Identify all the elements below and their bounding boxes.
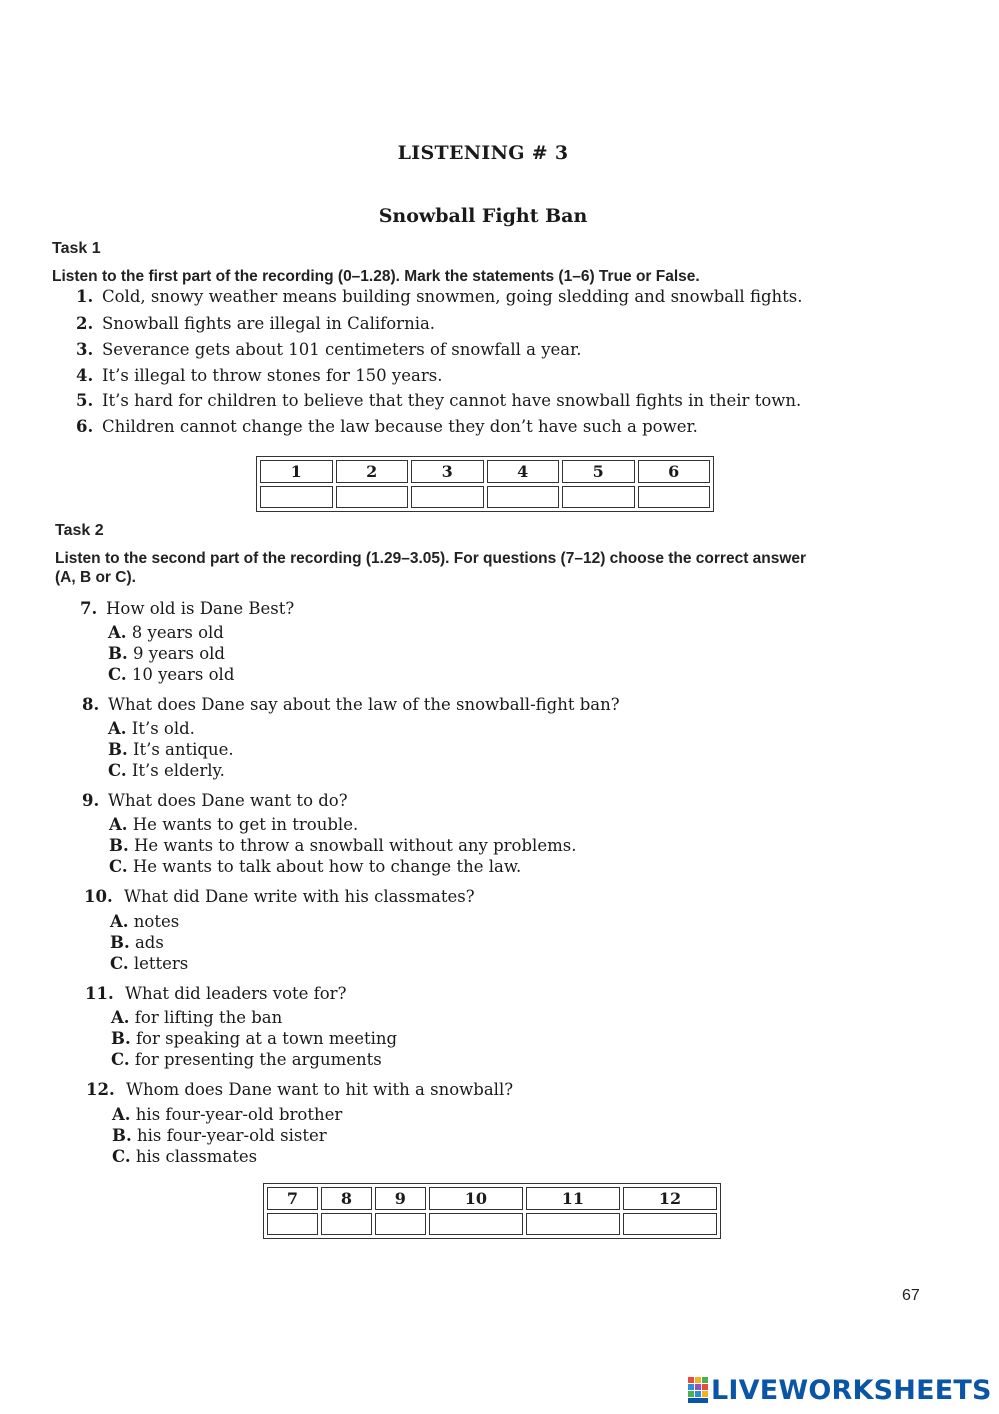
statement-text: Children cannot change the law because they don’t have such a power.	[102, 417, 698, 436]
option-letter: B.	[108, 644, 128, 663]
answer-cell-11[interactable]	[526, 1213, 620, 1235]
statement-text: It’s illegal to throw stones for 150 years.	[102, 366, 443, 385]
answer-cell-10[interactable]	[429, 1213, 523, 1235]
grid-header-cell: 4	[487, 460, 560, 483]
option-c	[110, 954, 188, 973]
option-a	[109, 815, 358, 834]
question-number: 8.	[82, 695, 100, 714]
page-subtitle: Snowball Fight Ban	[378, 205, 588, 227]
statement-number: 1.	[76, 287, 94, 306]
statement-item	[76, 391, 801, 410]
option-letter: C.	[108, 665, 127, 684]
question-item	[85, 984, 346, 1003]
option-b	[108, 644, 225, 663]
statement-item	[76, 314, 435, 333]
answer-cell-2[interactable]	[336, 486, 409, 508]
statement-number: 2.	[76, 314, 94, 333]
answer-cell-5[interactable]	[562, 486, 635, 508]
question-number: 10.	[84, 887, 113, 906]
task-2-instruction-cont: (A, B or C).	[55, 569, 136, 586]
answer-cell-3[interactable]	[411, 486, 484, 508]
statement-number: 4.	[76, 366, 94, 385]
statement-item	[76, 366, 442, 385]
option-a	[108, 719, 195, 738]
grid-header-cell: 5	[562, 460, 635, 483]
option-text: for lifting the ban	[134, 1008, 283, 1027]
answer-cell-6[interactable]	[638, 486, 711, 508]
option-letter: B.	[108, 740, 128, 759]
answer-cell-1[interactable]	[260, 486, 333, 508]
option-letter: C.	[109, 857, 128, 876]
question-number: 7.	[80, 599, 98, 618]
question-item	[82, 695, 620, 714]
question-text: What does Dane want to do?	[108, 791, 348, 810]
option-letter: A.	[108, 623, 127, 642]
option-text: his four-year-old brother	[135, 1105, 343, 1124]
option-text: his four-year-old sister	[136, 1126, 327, 1145]
grid-header-cell: 1	[260, 460, 333, 483]
answer-cell-9[interactable]	[375, 1213, 426, 1235]
option-letter: B.	[109, 836, 129, 855]
option-c	[111, 1050, 382, 1069]
statement-text: Cold, snowy weather means building snowmen, going sledding and snowball fights.	[102, 287, 803, 306]
statement-number: 5.	[76, 391, 94, 410]
liveworksheets-icon	[688, 1377, 708, 1403]
statement-text: It’s hard for children to believe that they cannot have snowball fights in their town.	[102, 391, 802, 410]
option-letter: A.	[109, 815, 128, 834]
grid-header-cell: 8	[321, 1187, 372, 1210]
option-letter: A.	[112, 1105, 131, 1124]
option-b	[111, 1029, 397, 1048]
question-item	[86, 1080, 513, 1099]
option-letter: B.	[110, 933, 130, 952]
option-text: notes	[133, 912, 180, 931]
liveworksheets-wordmark: LIVEWORKSHEETS	[711, 1374, 992, 1406]
statement-item	[76, 340, 581, 359]
task-2-answer-grid	[263, 1183, 721, 1239]
question-text: How old is Dane Best?	[106, 599, 295, 618]
task-1-instruction: Listen to the first part of the recording (0–1.28). Mark the statements (1–6) True or False.	[52, 268, 700, 285]
task-2-label: Task 2	[55, 522, 104, 539]
option-c	[112, 1147, 257, 1166]
grid-header-cell: 12	[623, 1187, 717, 1210]
statement-text: Severance gets about 101 centimeters of snowfall a year.	[102, 340, 582, 359]
option-letter: C.	[108, 761, 127, 780]
option-letter: B.	[112, 1126, 132, 1145]
option-text: ads	[134, 933, 164, 952]
option-text: 8 years old	[131, 623, 224, 642]
grid-header-cell: 10	[429, 1187, 523, 1210]
question-number: 11.	[85, 984, 114, 1003]
task-1-label: Task 1	[52, 240, 101, 257]
option-b	[109, 836, 576, 855]
option-c	[109, 857, 521, 876]
option-text: He wants to get in trouble.	[132, 815, 359, 834]
option-letter: A.	[110, 912, 129, 931]
grid-header-cell: 7	[267, 1187, 318, 1210]
statement-number: 6.	[76, 417, 94, 436]
grid-header-cell: 2	[336, 460, 409, 483]
option-text: 10 years old	[131, 665, 235, 684]
option-text: It’s elderly.	[131, 761, 225, 780]
option-letter: A.	[108, 719, 127, 738]
option-text: letters	[133, 954, 189, 973]
grid-header-cell: 11	[526, 1187, 620, 1210]
option-text: It’s old.	[131, 719, 195, 738]
question-text: What does Dane say about the law of the snowball-fight ban?	[108, 695, 620, 714]
liveworksheets-logo	[688, 1374, 992, 1406]
question-text: What did leaders vote for?	[125, 984, 347, 1003]
statement-item	[76, 417, 698, 436]
page-number: 67	[902, 1287, 920, 1304]
option-letter: C.	[112, 1147, 131, 1166]
task-1-answer-grid	[256, 456, 714, 512]
option-b	[110, 933, 164, 952]
question-item	[84, 887, 475, 906]
statement-item	[76, 287, 802, 306]
option-c	[108, 665, 234, 684]
grid-header-cell: 3	[411, 460, 484, 483]
question-text: What did Dane write with his classmates?	[124, 887, 475, 906]
option-letter: C.	[111, 1050, 130, 1069]
option-text: his classmates	[135, 1147, 258, 1166]
option-letter: A.	[111, 1008, 130, 1027]
option-a	[108, 623, 224, 642]
answer-cell-7[interactable]	[267, 1213, 318, 1235]
option-a	[112, 1105, 342, 1124]
option-letter: B.	[111, 1029, 131, 1048]
question-item	[80, 599, 294, 618]
option-text: He wants to talk about how to change the law.	[132, 857, 522, 876]
option-a	[111, 1008, 282, 1027]
option-c	[108, 761, 225, 780]
question-item	[82, 791, 348, 810]
question-number: 12.	[86, 1080, 115, 1099]
option-text: for presenting the arguments	[134, 1050, 382, 1069]
question-number: 9.	[82, 791, 100, 810]
answer-cell-8[interactable]	[321, 1213, 372, 1235]
answer-cell-4[interactable]	[487, 486, 560, 508]
option-b	[112, 1126, 327, 1145]
statement-text: Snowball fights are illegal in California.	[102, 314, 436, 333]
option-text: 9 years old	[132, 644, 225, 663]
page-title: LISTENING # 3	[397, 142, 569, 164]
option-a	[110, 912, 179, 931]
option-text: for speaking at a town meeting	[135, 1029, 398, 1048]
grid-header-cell: 6	[638, 460, 711, 483]
option-text: It’s antique.	[132, 740, 234, 759]
task-2-instruction: Listen to the second part of the recording (1.29–3.05). For questions (7–12) choose the correct answer	[55, 550, 807, 567]
statement-number: 3.	[76, 340, 94, 359]
option-text: He wants to throw a snowball without any problems.	[133, 836, 577, 855]
option-b	[108, 740, 234, 759]
question-text: Whom does Dane want to hit with a snowball?	[126, 1080, 514, 1099]
answer-cell-12[interactable]	[623, 1213, 717, 1235]
option-letter: C.	[110, 954, 129, 973]
grid-header-cell: 9	[375, 1187, 426, 1210]
